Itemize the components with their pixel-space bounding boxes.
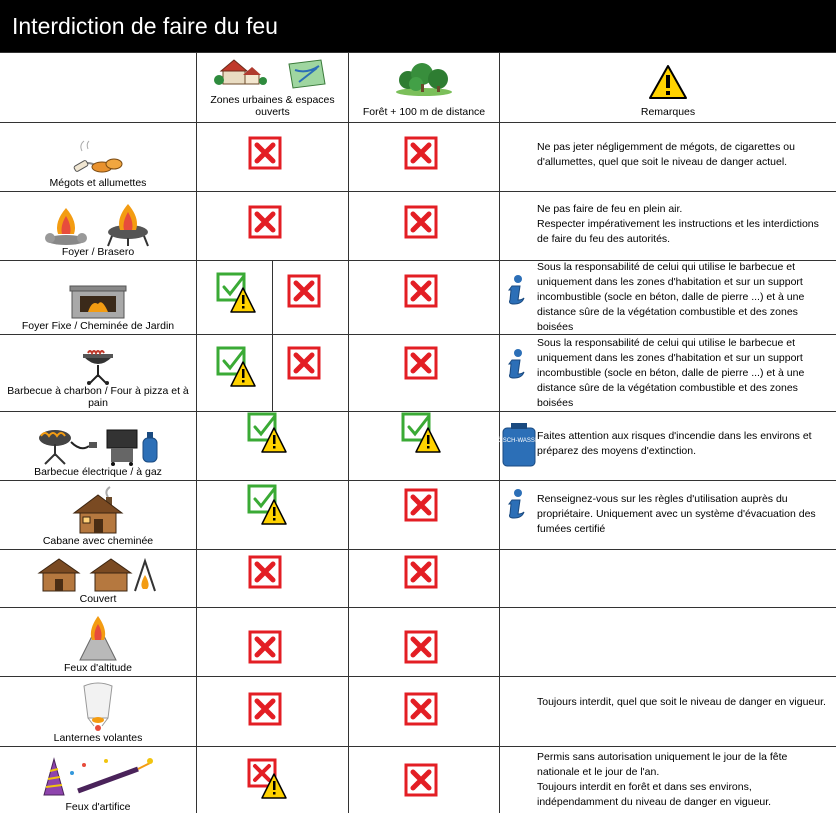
row-label: Feux d'altitude (64, 662, 132, 674)
charcoal-grill-icon (78, 345, 118, 385)
row-label-cell (0, 411, 196, 480)
row-label-cell (0, 260, 196, 334)
row-label: Mégots et allumettes (49, 177, 147, 189)
row-label-cell (0, 607, 196, 676)
water-bucket-icon (494, 422, 544, 468)
allowed-caution-icon (216, 272, 256, 314)
row-label: Barbecue électrique / à gaz (34, 466, 162, 478)
forbidden-icon (404, 763, 438, 797)
cigarette-match-icon (68, 137, 128, 177)
forbidden-icon (287, 274, 321, 308)
fireworks-icon (38, 755, 158, 801)
remark-text: Sous la responsabilité de celui qui utilise le barbecue et uniquement dans les zones d'habitation et sur un support incombustible (socle en béton, dalle de pierre ...) et à une distance sûre de la végétation combustible et des zones boisées (537, 261, 805, 333)
remark-text: Ne pas faire de feu en plein air. Respecter impérativement les instructions et les interdictions de faire du feu des autorités. (537, 203, 819, 245)
forbidden-icon (404, 630, 438, 664)
info-icon (502, 348, 528, 380)
fixed-fireplace-icon (68, 282, 128, 320)
forest-icon (394, 62, 454, 96)
allowed-caution-icon (247, 484, 287, 526)
row-label-cell (0, 676, 196, 746)
row-label-cell (0, 480, 196, 549)
forbidden-icon (248, 555, 282, 589)
forbidden-icon (248, 205, 282, 239)
forbidden-icon (248, 692, 282, 726)
forbidden-icon (404, 692, 438, 726)
mountain-fire-icon (78, 614, 118, 662)
page-title: Interdiction de faire du feu (0, 0, 836, 52)
forbidden-icon (404, 136, 438, 170)
restricted-caution-icon (247, 758, 287, 800)
remark-text: Renseignez-vous sur les règles d'utilisation auprès du propriétaire. Uniquement avec un système d'évacuation des fumées certifié (537, 493, 816, 535)
forbidden-icon (404, 205, 438, 239)
remark-text: Ne pas jeter négligemment de mégots, de cigarettes ou d'allumettes, quel que soit le niveau de danger actuel. (537, 141, 795, 168)
header-zones-label: Zones urbaines & espaces ouverts (210, 94, 335, 118)
forbidden-icon (287, 346, 321, 380)
forbidden-icon (404, 488, 438, 522)
row-label: Couvert (79, 593, 117, 605)
bucket-label: LÖSCH-WASSER (494, 438, 544, 444)
row-label-cell (0, 191, 196, 260)
row-label: Foyer Fixe / Cheminée de Jardin (21, 320, 175, 332)
allowed-caution-icon (247, 412, 287, 454)
allowed-caution-icon (401, 412, 441, 454)
village-map-icon (213, 56, 333, 90)
header-remarques-label: Remarques (640, 106, 696, 118)
remark-text: Permis sans autorisation uniquement le jour de la fête nationale et le jour de l'an. Toujours interdit en forêt et dans ses environs, indépendamment du niveau de danger en vigueur. (537, 751, 788, 808)
forbidden-icon (404, 555, 438, 589)
forbidden-icon (248, 136, 282, 170)
header-zones (197, 52, 348, 122)
header-foret (349, 52, 499, 122)
shelter-icon (35, 555, 161, 593)
row-label: Foyer / Brasero (61, 246, 135, 258)
row-label: Barbecue à charbon / Four à pizza et à pain (7, 385, 189, 409)
row-label-cell (0, 549, 196, 607)
forbidden-icon (404, 346, 438, 380)
info-icon (502, 488, 528, 520)
row-label-cell (0, 334, 196, 411)
remark-text: Faites attention aux risques d'incendie dans les environs et préparez des moyens d'extinction. (537, 430, 812, 457)
row-label-cell (0, 122, 196, 191)
row-label: Lanternes volantes (53, 732, 143, 744)
row-label: Feux d'artifice (65, 801, 131, 813)
remark-text: Toujours interdit, quel que soit le niveau de danger en vigueur. (537, 696, 826, 708)
forbidden-icon (248, 630, 282, 664)
remark-text: Sous la responsabilité de celui qui utilise le barbecue et uniquement dans les zones d'habitation et sur un support incombustible (socle en béton, dalle de pierre ...) et à une distance sûre de la végétation combustible et des zones boisées (537, 337, 805, 409)
row-label-cell (0, 746, 196, 813)
info-icon (502, 274, 528, 306)
header-remarques (500, 52, 836, 122)
electric-gas-grill-icon (33, 422, 163, 466)
sky-lantern-icon (78, 682, 118, 732)
forbidden-icon (404, 274, 438, 308)
row-label: Cabane avec cheminée (42, 535, 154, 547)
header-foret-label: Forêt + 100 m de distance (362, 106, 486, 118)
allowed-caution-icon (216, 346, 256, 388)
campfire-brazier-icon (42, 202, 154, 246)
warning-icon (648, 64, 688, 100)
cabin-chimney-icon (70, 487, 126, 535)
